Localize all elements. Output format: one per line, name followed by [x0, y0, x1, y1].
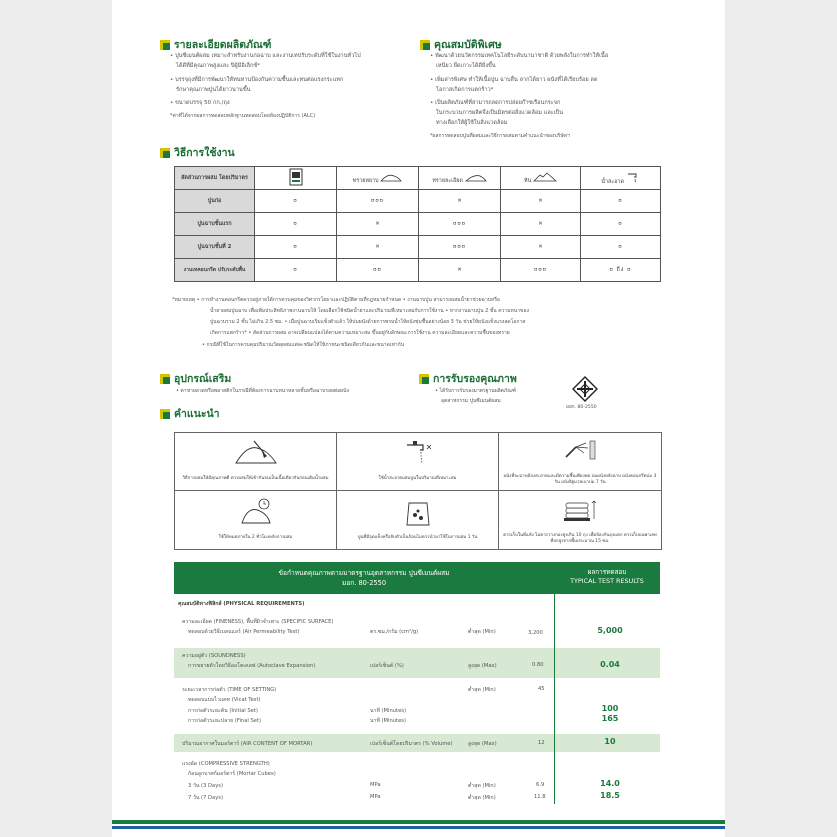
advice-cell: [175, 433, 337, 491]
ratio-cell: ✕: [337, 213, 419, 236]
typical-results-title: [554, 568, 660, 586]
spec-row-limit: ต่ำสุด (Min): [468, 629, 496, 635]
table-row: [175, 190, 661, 213]
feature-line: • เป็นผลิตภัณฑ์ที่สามารถลดการปล่อยก๊าซเรือนกระจก: [430, 100, 561, 106]
brochure-page: [112, 0, 725, 837]
product-line: • ขนาดบรรจุ 50 กก./ถุง: [170, 100, 230, 106]
advice-caption: วิธีการผสมให้มีคุณภาพดี ควรผสมให้เข้ากันจนเป็นเนื้อเดียวกันก่อนเติมน้ำผสม: [182, 476, 329, 481]
ratio-cell: ʊʊʊ: [501, 259, 581, 282]
section-bullet-icon: [420, 40, 430, 50]
spec-row-name: การก่อตัวระยะต้น (Initial Set): [188, 708, 258, 714]
section-bullet-icon: [419, 374, 429, 384]
spec-row-result: 0.04: [600, 660, 620, 669]
ratio-cell: ʊ: [255, 190, 337, 213]
feature-line: • เพิ่มสารพิเศษ ทำให้เนื้อปูน ฉาบลื่น ลากได้ยาว ผนังที่ได้เรียบร้อย ลด: [430, 77, 598, 83]
certification-line: อุตสาหกรรม ปูนซีเมนต์ผสม: [441, 398, 501, 404]
accessories-line: • ตาข่ายลวดหรือพลาสติกในกรณีที่ต้องการฉาบหนาหลายชั้นหรือฉาบรอยต่อผนัง: [176, 388, 349, 394]
advice-grid: [174, 432, 662, 550]
coarse-sand-label: ทรายหยาบ: [352, 177, 379, 184]
spec-standard-line: ข้อกำหนดคุณภาพตามมาตรฐานอุตสาหกรรม ปูนซีเมนต์ผสม: [278, 569, 450, 577]
table-row: [175, 236, 661, 259]
table-header-cell: [581, 167, 661, 190]
ratio-cell: ʊ: [581, 190, 661, 213]
feature-line: เหนียว ยึดเกาะได้ดียิ่งขึ้น: [436, 63, 496, 69]
product-line: รักษาคุณภาพปูนได้ยาวนานขึ้น: [176, 87, 251, 93]
product-line: • บรรจุถุงที่มีการพัฒนาให้ทนทานป้องกันความชื้นและทนต่อแรงกระแทก: [170, 77, 344, 83]
spec-row-name: การก่อตัวระยะปลาย (Final Set): [188, 718, 262, 724]
stone-pile-icon: [533, 172, 557, 182]
usage-note-line: ปูนฉาบรวม 2 ชั้น ไม่เกิน 2.5 ซม. • เมื่อปูนฉาบเริ่มแข็งตัวแล้ว ให้บ่มผนังด้วยการพรมน้ำให้ผนังชุ่มชื้นอย่างน้อย 3 วัน ช่วยให้ผนังแข็งแรงลดโอกาส: [210, 319, 526, 325]
ratio-cell: ✕: [501, 236, 581, 259]
fine-sand-label: ทรายละเอียด: [432, 177, 463, 184]
advice-cell: [337, 491, 499, 549]
spec-row-limit: สูงสุด (Max): [468, 663, 497, 669]
feature-line: ทางเลือกให้ผู้ใช้ในสิ่งแวดล้อม: [436, 120, 508, 126]
lumpy-cement-bag-icon: [403, 497, 433, 527]
section-bullet-icon: [160, 409, 170, 419]
ratio-cell: ʊʊ: [337, 259, 419, 282]
spec-row-sub: ทดสอบด้วยวิธีเบลนแอร์ (Air Permeability Test): [188, 629, 300, 635]
usage-note-line: เกิดการแตกร้าว* • สัดส่วนการผสม อาจเปลี่ยนแปลงได้ตามความเหมาะสม ขึ้นอยู่กับลักษณะการใช้งาน ความละเอียดและความชื้นของทราย: [210, 330, 510, 336]
ratio-cell: ʊ: [255, 213, 337, 236]
ratio-cell: ʊ: [581, 213, 661, 236]
usage-note-line: *หมายเหตุ • การทำงานคอนกรีตควรอยู่ภายใต้การควบคุมของวิศวกรโยธาและปฏิบัติตามที่กฎหมายกำหนด • งานฉาบปูน สามารถผสมน้ำยาช่วยฉาบหรือ: [172, 297, 500, 303]
advice-title: คำแนะนำ: [174, 408, 220, 420]
feature-line: ในกระบวนการผลิตจึงเป็นมิตรต่อสิ่งแวดล้อม และเป็น: [436, 110, 564, 116]
spec-standard-code: มอก. 80-2550: [341, 579, 387, 587]
feature-line: • พัฒนาด้วยนวัตกรรมเทคโนโลยีระดับนานาชาติ ด้วยพลังในการทำให้เนื้อ: [430, 53, 609, 59]
usage-note-line: • กรณีที่ใช้ในการควบคุมปริมาณวัสดุผสมแต่ละชนิดให้ใช้ภาชนะชนิดเดียวกันและขนาดเท่ากัน: [202, 342, 405, 348]
spec-row-limit: ต่ำสุด (Min): [468, 795, 496, 801]
spec-row-name: ความละเอียด (FINENESS), พื้นที่ผิวจำเพาะ (SPECIFIC SURFACE): [182, 619, 334, 625]
spec-row-result: 18.5: [600, 791, 620, 800]
table-row: [175, 259, 661, 282]
advice-caption: ปูนที่มีจุดแข็งหรือจับตัวเป็นก้อนไม่ควรนำมาใช้ในการผสม 1 วัน: [357, 535, 478, 540]
advice-cell: [175, 491, 337, 549]
spec-row-result: 100: [601, 704, 619, 713]
spec-row-unit: เปอร์เซ็นต์โดยปริมาตร (% Volume): [370, 741, 453, 747]
row-label: ปูนฉาบชั้นแรก: [175, 213, 255, 236]
ratio-cell: ʊʊʊ: [419, 213, 501, 236]
sand-pile-icon: [465, 172, 487, 182]
tisi-standard-mark-icon: [572, 376, 598, 402]
ratio-cell: ʊ ถึง ʊ: [581, 259, 661, 282]
product-line: • ปูนซีเมนต์ผสม เหมาะสำหรับงานก่อฉาบ และงานเทปรับระดับที่ใช้ในงานทั่วไป: [170, 53, 361, 59]
ratio-cell: ✕: [419, 190, 501, 213]
spec-row-result: 14.0: [600, 779, 620, 788]
footer-stripe-green: [112, 820, 725, 824]
spec-row-unit: นาที (Minutes): [370, 708, 406, 714]
spec-row-unit: MPa: [370, 782, 381, 788]
sand-pile-icon: [380, 172, 402, 182]
spec-row-name: 3 วัน (3 Days): [188, 783, 224, 789]
spec-row-sub: ก้อนลูกบาศก์มอร์ตาร์ (Mortar Cubes): [188, 771, 276, 777]
certification-line: • ได้รับการรับรองมาตรฐานผลิตภัณฑ์: [435, 388, 517, 394]
spec-row-sub: การขยายตัวโดยวิธีออโตเคลฟ (Autoclave Expansion): [188, 663, 316, 669]
table-header-cell: [419, 167, 501, 190]
spec-row-standard: 45: [538, 686, 545, 692]
stone-label: หิน: [524, 177, 532, 184]
result-divider: [554, 594, 555, 804]
section-bullet-icon: [160, 148, 170, 158]
spec-row-standard: 12: [538, 740, 545, 746]
table-header-row: [175, 167, 661, 190]
section-bullet-icon: [160, 374, 170, 384]
spec-row-unit: นาที (Minutes): [370, 718, 406, 724]
advice-caption: ใช้ให้หมดภายใน 2 ชั่วโมงหลังการผสม: [218, 535, 293, 540]
spec-row-unit: เปอร์เซ็นต์ (%): [370, 663, 404, 669]
ratio-cell: ✕: [337, 236, 419, 259]
spec-row-result: 10: [604, 737, 616, 746]
advice-cell: [337, 433, 499, 491]
spec-row-standard: 11.8: [534, 794, 546, 800]
spec-row-name: แรงอัด (COMPRESSIVE STRENGTH): [182, 761, 270, 767]
row-label: ปูนก่อ: [175, 190, 255, 213]
certification-title: การรับรองคุณภาพ: [433, 373, 517, 385]
spec-row-sub: ทดสอบแบบไวแคท (Vicat Test): [188, 697, 261, 703]
ratio-cell: ✕: [419, 259, 501, 282]
spec-row-result: 165: [601, 714, 619, 723]
physical-requirements-title: คุณสมบัติทางฟิสิกส์ (PHYSICAL REQUIREMENTS): [178, 601, 305, 607]
product-details-title: รายละเอียดผลิตภัณฑ์: [174, 39, 272, 51]
table-header-cell: [337, 167, 419, 190]
ratio-cell: ʊʊʊ: [337, 190, 419, 213]
water-tap-icon: [626, 171, 640, 183]
feature-line: โอกาสเกิดการแตกร้าว*: [436, 87, 494, 93]
spec-row-limit: สูงสุด (Max): [468, 741, 497, 747]
spec-row-name: 7 วัน (7 Days): [188, 795, 224, 801]
ratio-cell: ʊ: [255, 259, 337, 282]
advice-caption: ควรเก็บในที่แห้ง ไม่ควรวางกองสูงเกิน 10 ถุง เพื่อป้องกันถุงแตก ควรเก็บบนพาเลทที่ยกสูงจากพื้นประมาณ 15 ซม.: [503, 533, 657, 544]
spec-header-band: [174, 562, 660, 594]
usage-note-line: น้ำยาผสมปูนฉาบ เพื่อเพิ่มประสิทธิภาพงานฉาบให้ โดยเลือกใช้ชนิดน้ำยาและปริมาณที่เหมาะสมกับการใช้งาน • หากงานฉาบปูน 2 ชั้น ความหนาของ: [210, 308, 529, 314]
spec-row-unit: MPa: [370, 794, 381, 800]
typical-results-thai: ผลการทดสอบ: [587, 568, 627, 576]
mixing-pile-icon: [234, 439, 278, 465]
accessories-title: อุปกรณ์เสริม: [174, 373, 232, 385]
row-label: ปูนฉาบชั้นที่ 2: [175, 236, 255, 259]
ratio-cell: ✕: [501, 190, 581, 213]
spec-row-name: ระยะเวลาการก่อตัว (TIME OF SETTING): [182, 687, 277, 693]
typical-results-en: TYPICAL TEST RESULTS: [570, 577, 644, 585]
two-hour-clock-icon: [238, 497, 274, 525]
mixing-ratio-table: [174, 166, 661, 282]
spec-row-standard: 3,200: [528, 630, 543, 636]
spec-row-unit: ตร.ซม./กรัม (cm²/g): [370, 629, 419, 635]
spec-row-name: ความอยู่ตัว (SOUNDNESS): [182, 653, 246, 659]
spec-standard-title: [174, 568, 554, 588]
spec-row-standard: 6.9: [536, 782, 545, 788]
water-label: น้ำสะอาด: [601, 178, 624, 185]
special-features-title: คุณสมบัติพิเศษ: [434, 39, 502, 51]
advice-caption: ผนังที่จะฉาบต้องสะอาดและมีความชื้นเพียงพอ บ่มผนังหลังฉาบ ผนังคอนกรีตบ่ม 3 วัน ผนังอิฐมวลเบาบ่ม 7 วัน: [503, 474, 657, 485]
clean-water-tap-icon: [401, 439, 435, 465]
table-row: [175, 213, 661, 236]
section-bullet-icon: [160, 40, 170, 50]
advice-caption: ใช้น้ำสะอาดผสมปูนในปริมาณที่เหมาะสม: [378, 476, 457, 481]
ratio-cell: ✕: [501, 213, 581, 236]
spec-row-result: 5,000: [597, 626, 623, 635]
ratio-cell: ʊ: [581, 236, 661, 259]
footer-stripe-blue: [112, 826, 725, 829]
advice-cell: [499, 491, 661, 549]
spray-wall-icon: [562, 439, 598, 461]
tisi-code: มอก. 80-2550: [566, 405, 597, 410]
spec-row-name: ปริมาณอากาศในมอร์ตาร์ (AIR CONTENT OF MORTAR): [182, 741, 313, 747]
product-footnote: *ค่าที่ได้จากผลการทดสอบหลักฐานทดสอบโดยห้องปฏิบัติการ (ALC): [170, 113, 316, 119]
table-header-cell: สัดส่วนการผสม โดยปริมาตร: [175, 167, 255, 190]
advice-cell: [499, 433, 661, 491]
feature-footnote: *ผลการทดสอบปูนที่ผสมและวิธีการผสมตามคำแนะนำของบริษัทฯ: [430, 133, 570, 139]
row-label: งานเทคอนกรีต ปรับระดับพื้น: [175, 259, 255, 282]
usage-title: วิธีการใช้งาน: [174, 147, 235, 159]
ratio-cell: ʊ: [255, 236, 337, 259]
product-line: ได้ดีที่มีคุณภาพสูงและ ปิผู้มีอิเล็กซ์*: [176, 63, 261, 69]
ratio-cell: ʊʊʊ: [419, 236, 501, 259]
spec-row-standard: 0.80: [532, 662, 544, 668]
table-header-cell: [501, 167, 581, 190]
stacked-bags-icon: [560, 497, 600, 523]
spec-row-limit: ต่ำสุด (Min): [468, 783, 496, 789]
spec-row-limit: ต่ำสุด (Min): [468, 687, 496, 693]
cement-bag-icon: [255, 167, 337, 190]
